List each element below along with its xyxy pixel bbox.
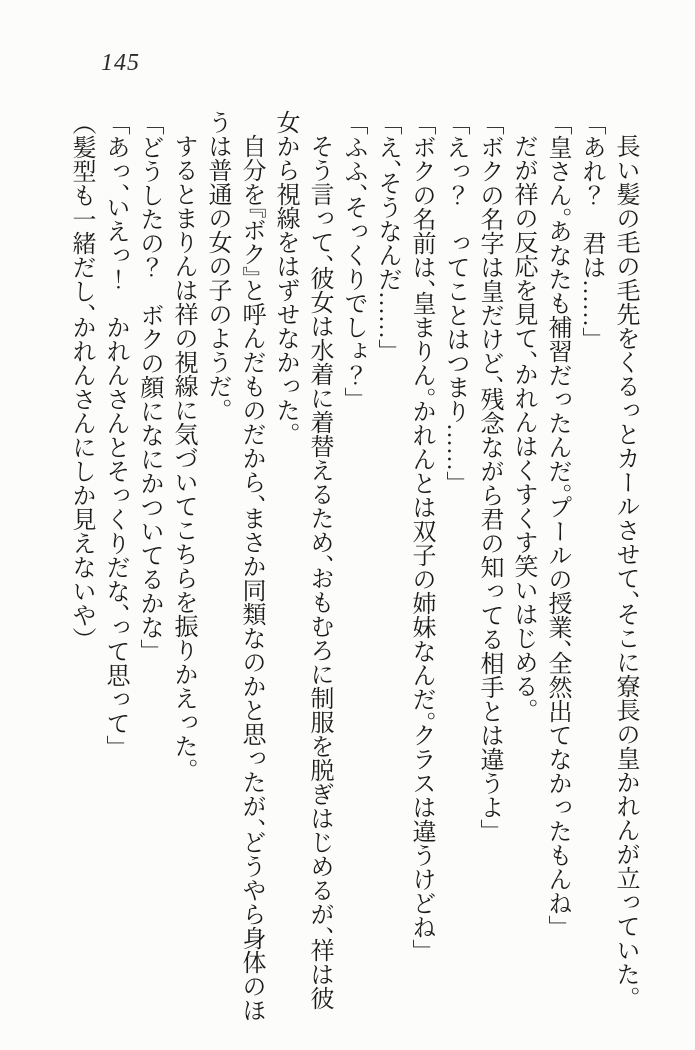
paragraph-line: だが祥の反応を見て、かれんはくすくす笑いはじめる。 [510, 134, 536, 710]
dialogue-line: 「ふふ、そっくりでしょ？」 [340, 123, 366, 400]
paragraph-line: するとまりんは祥の視線に気づいてこちらを振りかえった。 [170, 134, 196, 770]
paragraph-line: 自分を『ボク』と呼んだものだから、まさか同類なのかと思ったが、どうやら身体のほうは普通の女の子のようだ。 [204, 110, 264, 1022]
page-number: 145 [101, 50, 140, 76]
dialogue-line: 「えっ？ ってことはつまり……」 [442, 123, 468, 484]
paragraph-line: 長い髪の毛の毛先をくるっとカールさせて、そこに寮長の皇かれんが立っていた。 [612, 134, 638, 998]
parenthetical-line: （髪型も一緒だし、かれんさんにしか見えないや） [68, 123, 94, 640]
dialogue-line: 「あっ、いえっ！ かれんさんとそっくりだな、って思って」 [102, 123, 128, 748]
page-text-block [64, 110, 642, 1022]
dialogue-line: 「ボクの名字は皇だけど、残念ながら君の知ってる相手とは違うよ」 [476, 123, 502, 832]
dialogue-line: 「皇さん。あなたも補習だったんだ。プールの授業、全然出てなかったもんね」 [544, 123, 570, 928]
dialogue-line: 「あれ？ 君は……」 [578, 123, 604, 340]
dialogue-line: 「え、そうなんだ……」 [374, 123, 400, 352]
dialogue-line: 「どうしたの？ ボクの顔になにかついてるかな」 [136, 123, 162, 652]
dialogue-line: 「ボクの名前は、皇まりん。かれんとは双子の姉妹なんだ。クラスは違うけどね」 [408, 123, 434, 952]
paragraph-line: そう言って、彼女は水着に着替えるため、おもむろに制服を脱ぎはじめるが、祥は彼女から視線をはずせなかった。 [272, 110, 332, 1010]
